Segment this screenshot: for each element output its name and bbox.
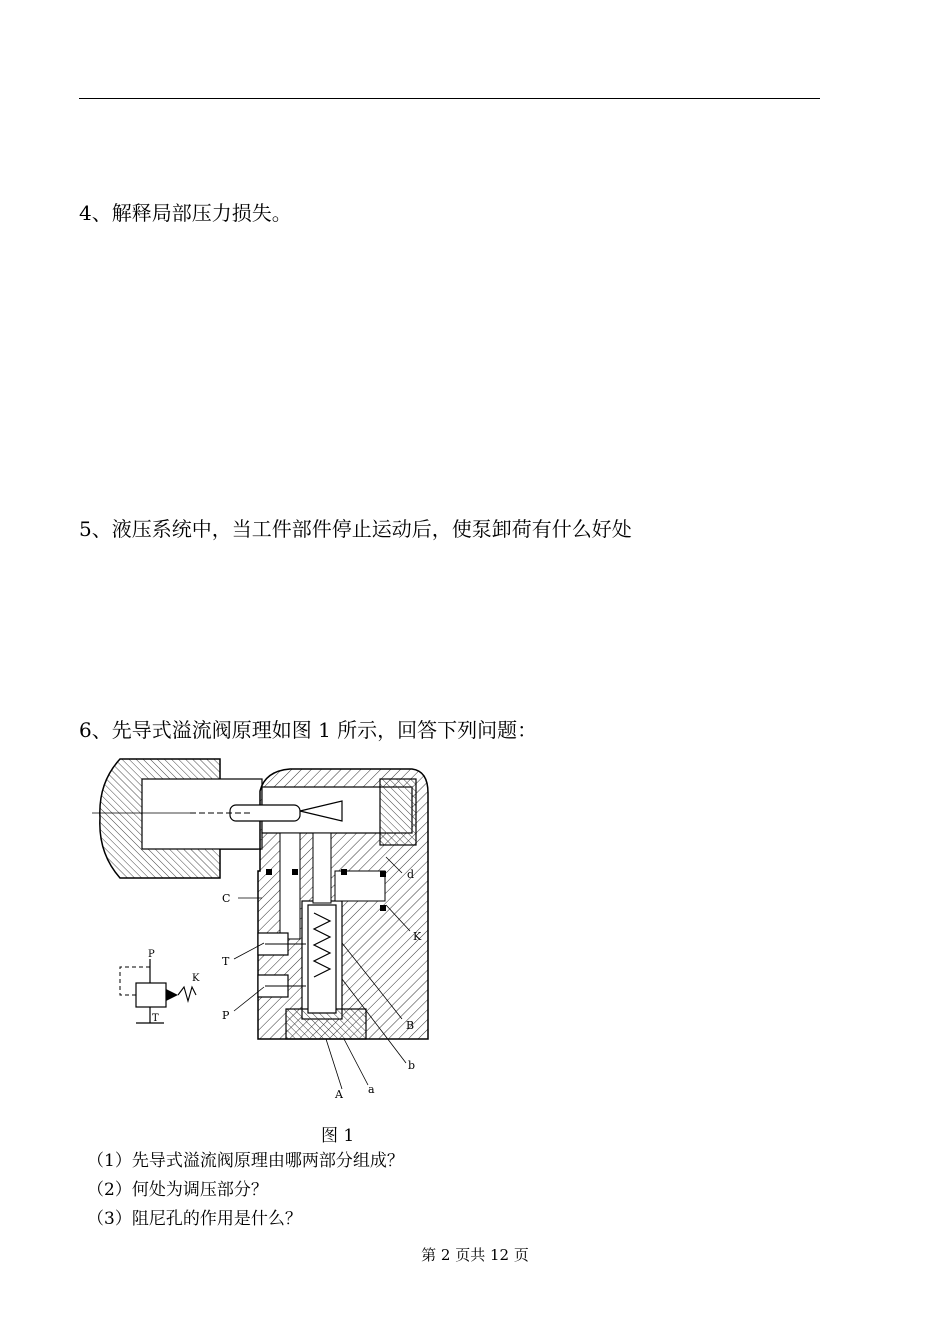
label-P: P — [222, 1009, 230, 1022]
question-6: 6、先导式溢流阀原理如图 1 所示，回答下列问题： — [79, 718, 538, 742]
question-4: 4、解释局部压力损失。 — [79, 201, 292, 225]
label-B: B — [406, 1019, 415, 1032]
header-rule — [79, 98, 820, 99]
symbol-label-P: P — [148, 949, 155, 960]
subquestion-2: （2）何处为调压部分？ — [87, 1180, 268, 1200]
label-a: a — [368, 1083, 375, 1096]
page-footer: 第 2 页共 12 页 — [421, 1246, 529, 1264]
symbol-label-T: T — [152, 1013, 159, 1024]
label-b: b — [408, 1059, 416, 1072]
question-5: 5、液压系统中，当工件部件停止运动后，使泵卸荷有什么好处 — [79, 517, 632, 541]
relief-valve-symbol — [120, 949, 200, 1024]
pilot-relief-valve-diagram — [80, 753, 440, 1101]
figure-caption: 图 1 — [321, 1126, 355, 1146]
subquestion-3: （3）阻尼孔的作用是什么？ — [87, 1209, 302, 1229]
label-A: A — [335, 1088, 343, 1101]
label-C: C — [222, 892, 231, 905]
symbol-label-K: K — [192, 973, 200, 984]
label-d: d — [407, 868, 415, 881]
label-T: T — [222, 955, 230, 968]
label-K: K — [413, 930, 422, 943]
subquestion-1: （1）先导式溢流阀原理由哪两部分组成？ — [87, 1151, 404, 1171]
